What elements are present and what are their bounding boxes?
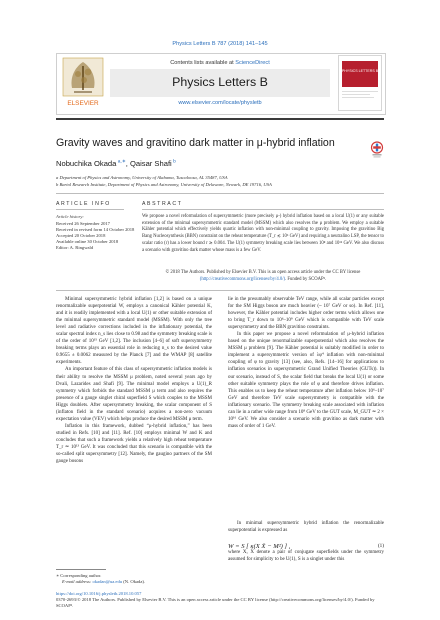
paragraph-right-1: lie in the presumably observable TeV range, while all scalar particles except for the SM Higgs boson are much heavier (~ 10⁷ GeV or so). In Ref. [11], however, the Kähler potential includes higher order terms which allows one to bring T_r down to 10⁶–10⁹ GeV which is compatible with TeV scale supersymmetry and the BBN gravitino constraints. bbox=[228, 297, 384, 331]
elsevier-logo-text: ELSEVIER bbox=[67, 100, 99, 107]
abstract-heading: ABSTRACT bbox=[142, 201, 183, 207]
email-link[interactable]: okadan@ua.edu bbox=[92, 579, 123, 584]
elsevier-logo bbox=[60, 56, 106, 110]
history-received: Received 26 September 2017 bbox=[56, 221, 110, 226]
license-link[interactable]: (http://creativecommons.org/licenses/by/4.0/) bbox=[199, 276, 286, 282]
history-editor: Editor: A. Ringwald bbox=[56, 245, 94, 250]
body-column-right bbox=[228, 296, 384, 430]
author-separator-shafi[interactable]: , Qaisar Shafi bbox=[125, 159, 172, 168]
contents-line-prefix: Contents lists available at bbox=[170, 60, 236, 66]
license-funding: . Funded by SCOAP³. bbox=[285, 276, 327, 282]
author-okada-markers[interactable]: a,∗ bbox=[116, 159, 126, 165]
author-okada[interactable]: Nobuchika Okada bbox=[56, 159, 117, 168]
paragraph-right-2: In this paper we propose a novel reformulation of μ-hybrid inflation based on the unique renormalizable superpotential which also resolves the MSSM μ problem [9]. The Kähler potential is suitably modified in order to implement a supersymmetric version of λφ⁴ inflation with non-minimal coupling of φ to gravity [13] (see, also, Refs. [14–16] for applications to inflation scenarios in supersymmetric Grand Unified Theories (GUTs)). In our scenario, instead of S, the scalar field that breaks the local U(1) or some other suitable symmetry plays the role of φ and therefore drives inflation. This enables us to keep the reheat temperature after inflation below 10⁶–10⁷ GeV and therefore TeV scale supersymmetry is compatible with the inflationary scenario. The symmetry breaking scale associated with inflation can lie in a rather wide range from 10⁸ GeV to the GUT scale, M_GUT ≃ 2 × 10¹⁶ GeV. We also consider a scenario with gravitino as dark matter with mass of order of 1 GeV. bbox=[228, 332, 384, 429]
paragraph-right-4: where X, X̄ denote a pair of conjugate superfields under the symmetry assumed for simplicity to be U(1), S is a singlet under this bbox=[228, 550, 384, 563]
abstract-text: We propose a novel reformulation of supersymmetric (more precisely μ-) hybrid inflation based on a local U(1) or any suitable extension of the minimal supersymmetric standard model (MSSM) which also resolves the μ problem. We employ a suitable Kähler potential which effectively yields quartic inflation with non-minimal coupling to gravity. Imposing the gravitino Big Bang Nucleosynthesis (BBN) constraint on the reheat temperature (T_r ≲ 10⁶ GeV) and requiring a neutralino LSP, the tensor to scalar ratio (r) has a lower bound r ≳ 0.004. The U(1) symmetry breaking scale lies between 10⁸ and 10¹² GeV. We also discuss a scenario with gravitino dark matter whose mass is a few GeV. bbox=[142, 214, 384, 253]
affiliation-divider bbox=[56, 193, 384, 194]
equation-body: W = S [ κ(X X̄ − M²) ] , bbox=[228, 543, 291, 550]
corresponding-author-note: ∗ Corresponding author. bbox=[56, 573, 102, 578]
affiliation-b: b Bartol Research Institute, Department of Physics and Astronomy, University of Delaware, Newark, DE 19716, USA bbox=[56, 182, 272, 187]
license-text: © 2018 The Authors. Published by Elsevier B.V. This is an open access article under the CC BY license bbox=[165, 270, 361, 275]
article-info-divider bbox=[56, 209, 124, 210]
contents-line bbox=[110, 60, 330, 66]
journal-title: Physics Letters B bbox=[172, 75, 268, 89]
body-column-left bbox=[56, 296, 212, 465]
header-divider bbox=[56, 118, 384, 120]
crossmark-icon[interactable] bbox=[370, 141, 384, 159]
affiliation-a: a Department of Physics and Astronomy, University of Alabama, Tuscaloosa, AL 35487, USA bbox=[56, 175, 228, 180]
paragraph-right-3: In minimal supersymmetric hybrid inflation the renormalizable superpotential is expressed as bbox=[228, 521, 384, 534]
history-online: Available online 30 October 2018 bbox=[56, 239, 119, 244]
body-column-right-tail bbox=[228, 549, 384, 563]
journal-reference[interactable]: Physics Letters B 787 (2018) 141–145 bbox=[172, 41, 268, 47]
history-revised: Received in revised form 14 October 2018 bbox=[56, 227, 135, 232]
article-info-heading: ARTICLE INFO bbox=[56, 201, 111, 207]
footnote-divider bbox=[56, 569, 106, 570]
equation-number: (1) bbox=[377, 543, 384, 549]
author-shafi-marker[interactable]: b bbox=[171, 159, 176, 165]
journal-homepage-link[interactable]: www.elsevier.com/locate/physletb bbox=[178, 100, 262, 106]
email-label: E-mail address: bbox=[62, 579, 93, 584]
body-column-right-lead bbox=[228, 520, 384, 534]
email-note bbox=[62, 579, 145, 584]
abstract-license bbox=[142, 270, 384, 283]
sciencedirect-link[interactable]: ScienceDirect bbox=[235, 60, 270, 66]
journal-cover-image bbox=[338, 55, 382, 111]
article-history-label: Article history: bbox=[56, 214, 84, 219]
email-owner: (N. Okada). bbox=[122, 579, 146, 584]
body-divider bbox=[56, 290, 384, 291]
paragraph-left-2: An important feature of this class of supersymmetric inflation models is their ability to resolve the MSSM μ problem, noted several years ago by Dvali, Lazarides and Shafi [9]. The minimal model employs a U(1)_R symmetry which forbids the standard MSSM μ term and also requires the presence of a gauge singlet chiral superfield S which couples to the MSSM Higgs doublets. After supersymmetry breaking, the scalar component of S (inflaton field in the standard scenario) acquires a non-zero vacuum expectation value (VEV) which helps produce the desired MSSM μ term. bbox=[56, 367, 212, 422]
cover-title-text: PHYSICS LETTERS B bbox=[341, 69, 379, 73]
author-list bbox=[56, 159, 176, 168]
doi-link[interactable]: https://doi.org/10.1016/j.physletb.2018.10.057 bbox=[56, 591, 142, 596]
paragraph-left-1: Minimal supersymmetric hybrid inflation [1,2] is based on a unique renormalizable superpotential W, employs a canonical Kähler potential K, and it is readily implemented with a local U(1) or other suitable extension of the minimal supersymmetric standard model (MSSM). With only the tree level and radiative corrections included in the inflationary potential, the scalar spectral index n_s lies close to 0.98 and the symmetry breaking scale is of the order of 10¹⁵ GeV [1,2]. The inclusion [4–6] of soft supersymmetry breaking terms plays an essential role in reducing n_s to the desired value 0.9655 ± 0.0062 measured by the Planck [7] and the WMAP [8] satellite experiments. bbox=[56, 297, 212, 366]
paragraph-left-3: Inflation in this framework, dubbed “μ-hybrid inflation,” has been studied in Refs. [10] and [11]. Ref. [10] employs minimal W and K and concludes that such a framework yields a relatively high reheat temperature T_r ≃ 10¹³ GeV. It was concluded that this scenario is compatible with the so-called split supersymmetry [12]. Namely, the gaugino partners of the SM gauge bosons bbox=[56, 423, 212, 465]
abstract-divider bbox=[142, 209, 384, 210]
footer-license: 0370-2693/© 2018 The Authors. Published by Elsevier B.V. This is an open access article under the CC BY license (http://creativecommons.org/licenses/by/4.0/). Funded by SCOAP³. bbox=[56, 597, 375, 609]
article-title: Gravity waves and gravitino dark matter in μ-hybrid inflation bbox=[56, 137, 335, 149]
history-accepted: Accepted 20 October 2018 bbox=[56, 233, 106, 238]
